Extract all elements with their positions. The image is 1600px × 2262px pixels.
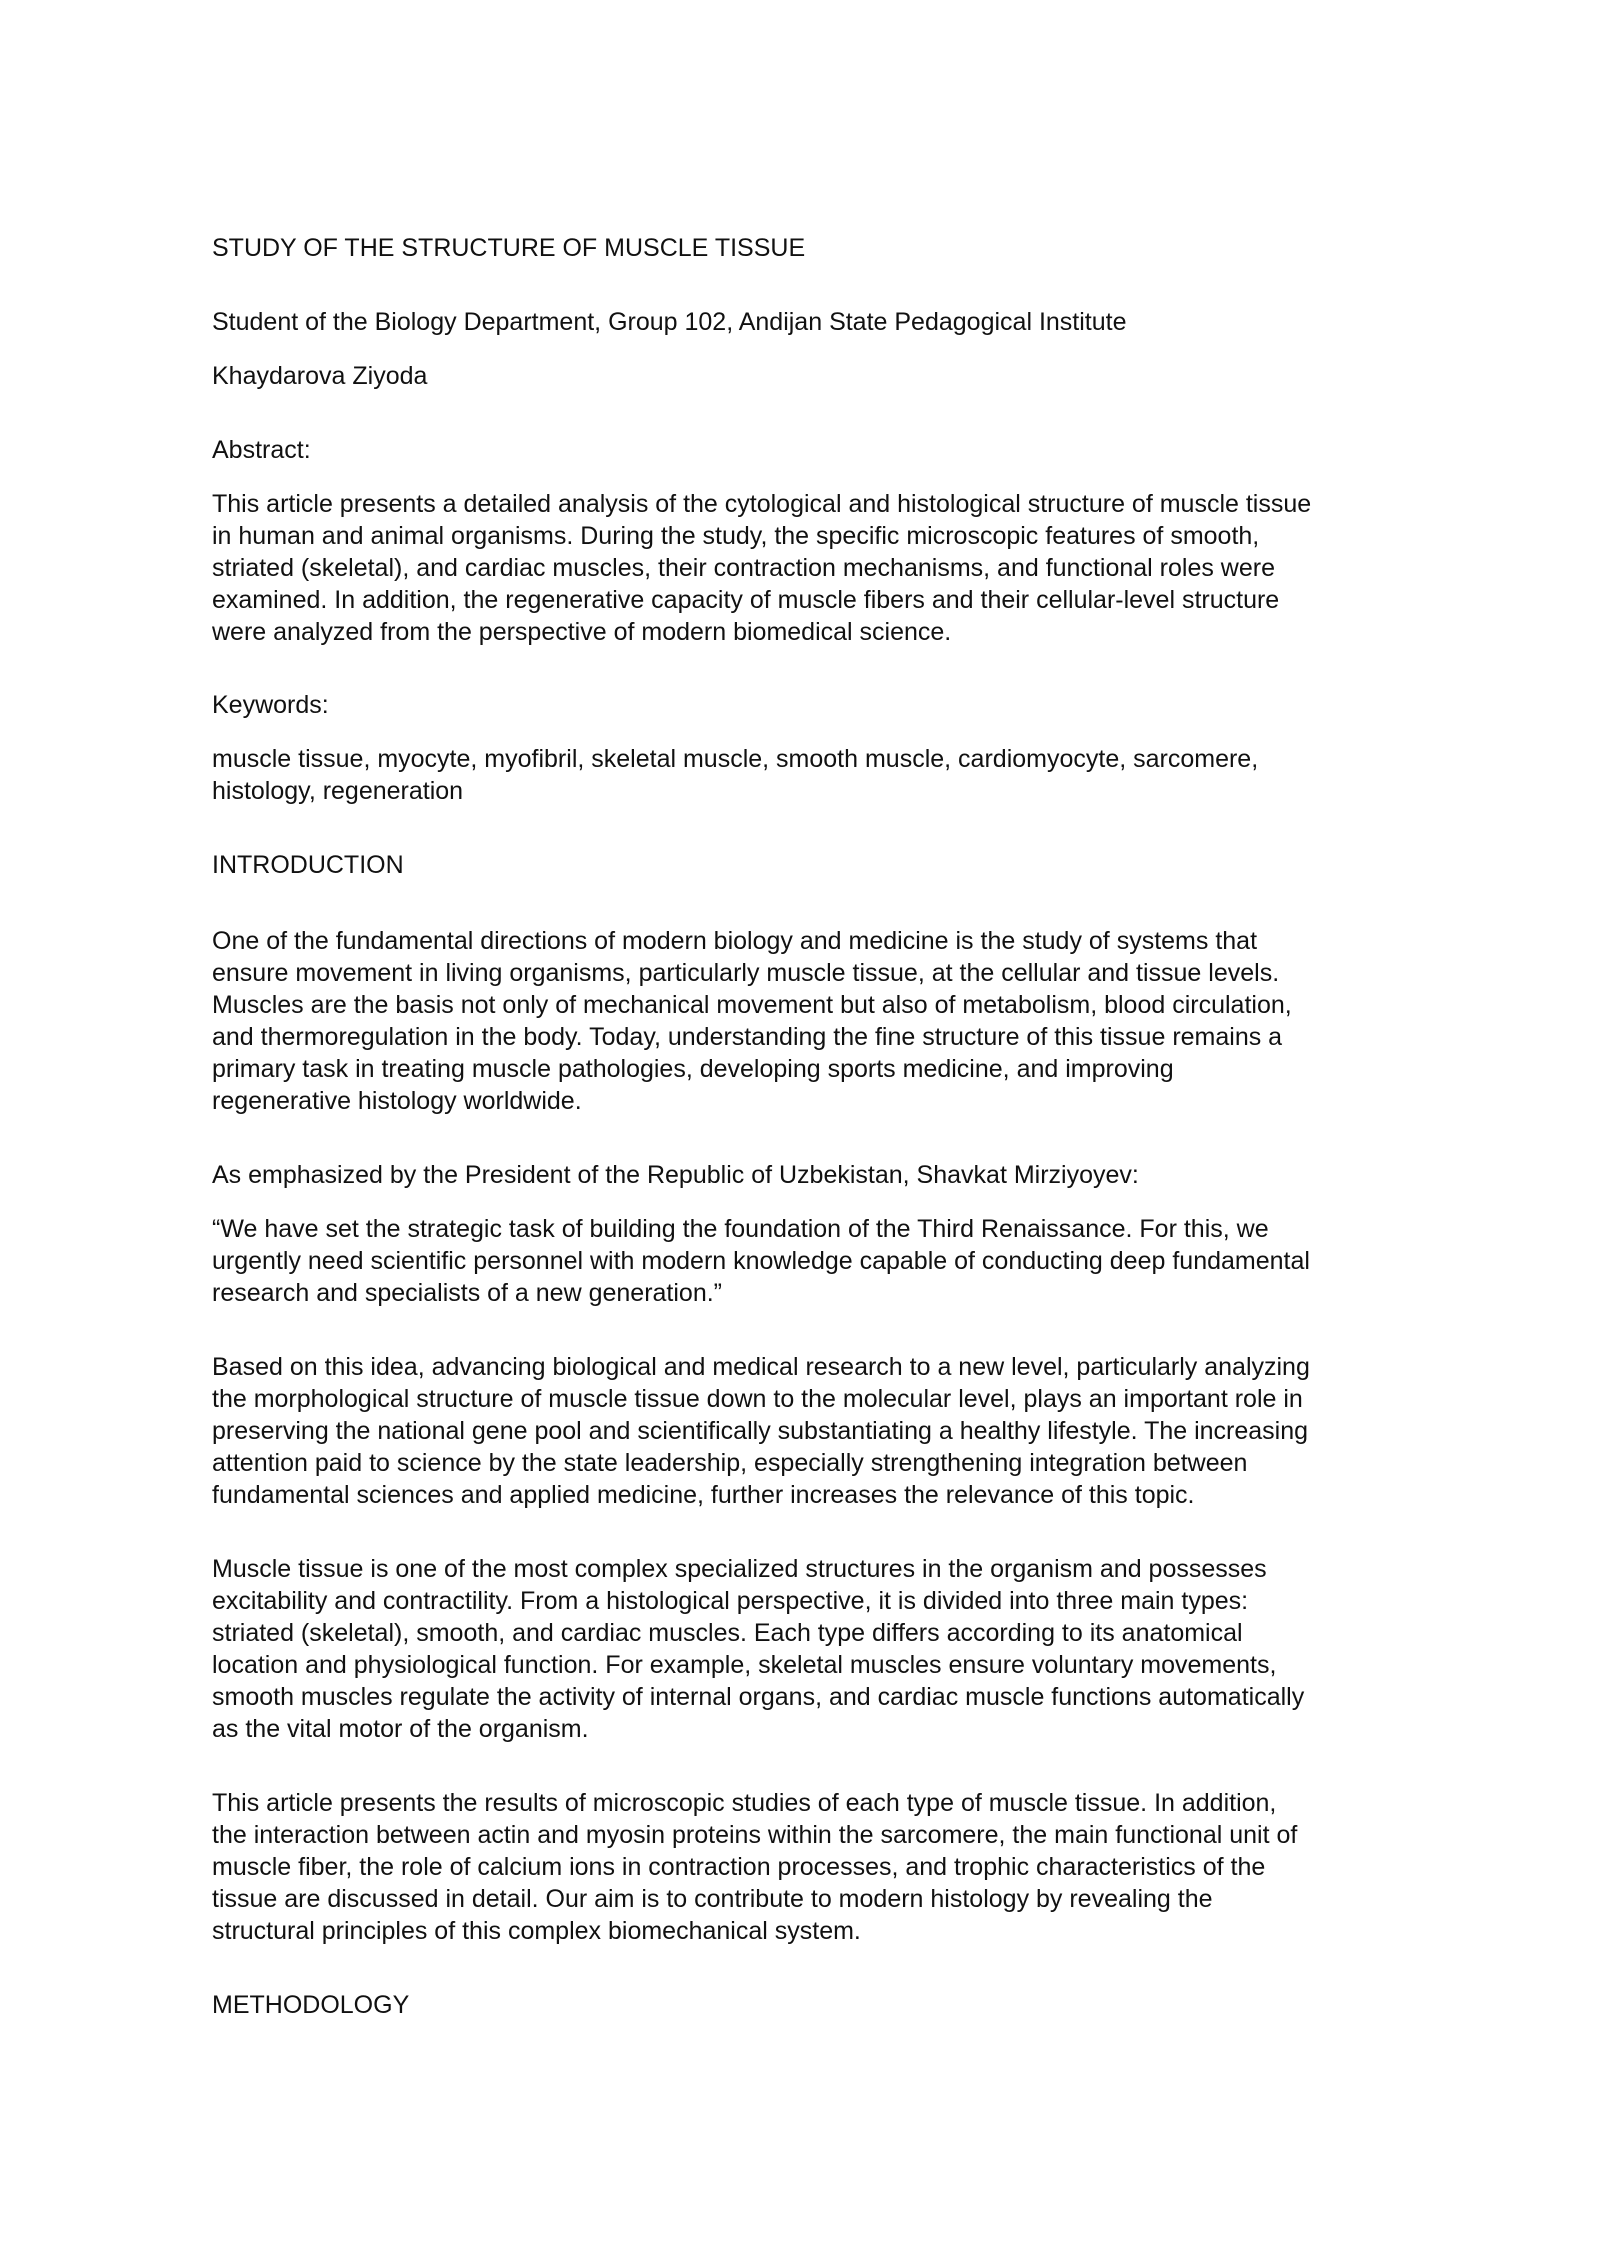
document-page <box>212 232 1412 2065</box>
keywords-label: Keywords: <box>212 691 329 719</box>
text-line: muscle fiber, the role of calcium ions in contraction processes, and trophic characteristics of the <box>212 1853 1266 1881</box>
author-affiliation: Student of the Biology Department, Group 102, Andijan State Pedagogical Institute <box>212 308 1127 336</box>
text-line: examined. In addition, the regenerative capacity of muscle fibers and their cellular-level structure <box>212 586 1280 614</box>
intro-paragraph-3 <box>212 1553 1412 1745</box>
text-line: ensure movement in living organisms, particularly muscle tissue, at the cellular and tissue levels. <box>212 959 1280 987</box>
text-line: This article presents a detailed analysis of the cytological and histological structure of muscle tissue <box>212 490 1312 518</box>
abstract-body <box>212 488 1412 648</box>
abstract-label: Abstract: <box>212 436 311 464</box>
text-line: This article presents the results of microscopic studies of each type of muscle tissue. In addition, <box>212 1789 1277 1817</box>
text-line: Muscles are the basis not only of mechanical movement but also of metabolism, blood circulation, <box>212 991 1292 1019</box>
introduction-heading: INTRODUCTION <box>212 851 404 879</box>
paper-title: STUDY OF THE STRUCTURE OF MUSCLE TISSUE <box>212 234 806 262</box>
text-line: Based on this idea, advancing biological and medical research to a new level, particularly analyzing <box>212 1353 1310 1381</box>
text-line: “We have set the strategic task of building the foundation of the Third Renaissance. For this, we <box>212 1215 1269 1243</box>
text-line: in human and animal organisms. During the study, the specific microscopic features of smooth, <box>212 522 1260 550</box>
text-line: research and specialists of a new generation.” <box>212 1279 723 1307</box>
presidential-quote <box>212 1213 1412 1309</box>
text-line: excitability and contractility. From a histological perspective, it is divided into three main types: <box>212 1587 1249 1615</box>
text-line: muscle tissue, myocyte, myofibril, skeletal muscle, smooth muscle, cardiomyocyte, sarcomere, <box>212 745 1259 773</box>
text-line: One of the fundamental directions of modern biology and medicine is the study of systems that <box>212 927 1258 955</box>
text-line: structural principles of this complex biomechanical system. <box>212 1917 861 1945</box>
text-line: as the vital motor of the organism. <box>212 1715 589 1743</box>
methodology-heading: METHODOLOGY <box>212 1991 410 2019</box>
text-line: striated (skeletal), smooth, and cardiac muscles. Each type differs according to its anatomical <box>212 1619 1243 1647</box>
quote-intro: As emphasized by the President of the Republic of Uzbekistan, Shavkat Mirziyoyev: <box>212 1161 1139 1189</box>
text-line: the morphological structure of muscle tissue down to the molecular level, plays an important role in <box>212 1385 1303 1413</box>
text-line: tissue are discussed in detail. Our aim is to contribute to modern histology by revealing the <box>212 1885 1213 1913</box>
text-line: fundamental sciences and applied medicine, further increases the relevance of this topic. <box>212 1481 1195 1509</box>
text-line: and thermoregulation in the body. Today, understanding the fine structure of this tissue remains a <box>212 1023 1283 1051</box>
text-line: were analyzed from the perspective of modern biomedical science. <box>212 618 952 646</box>
text-line: primary task in treating muscle pathologies, developing sports medicine, and improving <box>212 1055 1174 1083</box>
author-name: Khaydarova Ziyoda <box>212 362 428 390</box>
keywords-body <box>212 743 1412 807</box>
text-line: smooth muscles regulate the activity of internal organs, and cardiac muscle functions automatically <box>212 1683 1305 1711</box>
intro-paragraph-4 <box>212 1787 1412 1947</box>
text-line: the interaction between actin and myosin proteins within the sarcomere, the main functional unit of <box>212 1821 1298 1849</box>
intro-paragraph-2 <box>212 1351 1412 1511</box>
text-line: location and physiological function. For example, skeletal muscles ensure voluntary movements, <box>212 1651 1277 1679</box>
text-line: urgently need scientific personnel with modern knowledge capable of conducting deep fundamental <box>212 1247 1310 1275</box>
text-line: attention paid to science by the state leadership, especially strengthening integration between <box>212 1449 1248 1477</box>
text-line: histology, regeneration <box>212 777 464 805</box>
intro-paragraph-1 <box>212 925 1412 1117</box>
text-line: preserving the national gene pool and scientifically substantiating a healthy lifestyle. The increasing <box>212 1417 1309 1445</box>
text-line: regenerative histology worldwide. <box>212 1087 582 1115</box>
text-line: striated (skeletal), and cardiac muscles, their contraction mechanisms, and functional roles were <box>212 554 1275 582</box>
text-line: Muscle tissue is one of the most complex specialized structures in the organism and possesses <box>212 1555 1267 1583</box>
